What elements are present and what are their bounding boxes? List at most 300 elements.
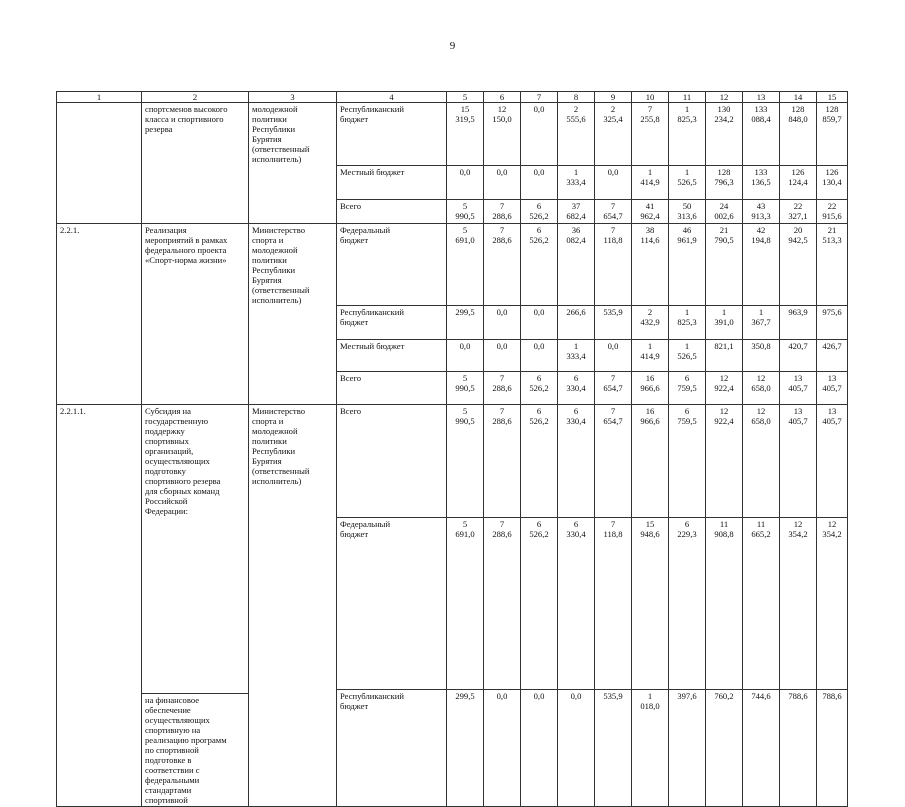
text-line: 759,5 xyxy=(677,416,697,426)
text-line: 948,6 xyxy=(640,528,660,539)
text-line: 6 xyxy=(573,406,579,416)
text-line: 6 xyxy=(536,373,542,383)
text-line: 391,0 xyxy=(714,317,734,327)
text-line: 825,3 xyxy=(677,114,697,124)
item-number-cell xyxy=(57,103,142,166)
text-line: обеспечение xyxy=(145,705,191,715)
text-line: 16 xyxy=(645,406,655,416)
value-cell xyxy=(595,306,632,340)
value-cell xyxy=(780,103,817,166)
text-line: (ответственный xyxy=(252,284,310,295)
text-line: 7 xyxy=(610,518,616,529)
text-line: 330,4 xyxy=(566,416,586,426)
text-line: организаций, xyxy=(145,446,194,456)
text-line: 1 xyxy=(684,104,690,114)
text-line: 0,0 xyxy=(533,166,545,177)
text-line: 526,2 xyxy=(529,528,549,539)
value-cell xyxy=(669,405,706,518)
text-line: 333,4 xyxy=(566,176,586,187)
text-line: 313,6 xyxy=(677,210,697,221)
value-cell xyxy=(521,199,558,223)
text-line: 420,7 xyxy=(788,341,808,351)
text-line: федерального проекта xyxy=(145,244,227,255)
column-header: 8 xyxy=(558,92,595,103)
value-cell xyxy=(558,372,595,405)
text-line: 961,9 xyxy=(677,234,697,245)
text-line: молодежной xyxy=(252,104,298,114)
text-line: 654,7 xyxy=(603,210,623,221)
text-line: 658,0 xyxy=(751,383,771,393)
text-line: 118,8 xyxy=(603,234,623,245)
text-line: 6 xyxy=(536,406,542,416)
text-line: 15 xyxy=(645,518,655,529)
text-line: 859,7 xyxy=(822,114,842,124)
text-line: 37 xyxy=(571,200,581,211)
description-continuation xyxy=(142,693,248,805)
value-cell xyxy=(632,405,669,518)
text-line: 367,7 xyxy=(751,317,771,327)
text-line: молодежной xyxy=(252,426,298,436)
text-line: 299,5 xyxy=(455,307,475,317)
text-line: 790,5 xyxy=(714,234,734,245)
value-cell xyxy=(706,340,743,372)
text-line: 0,0 xyxy=(533,307,545,317)
value-cell xyxy=(632,689,669,807)
column-header: 11 xyxy=(669,92,706,103)
text-line: 788,6 xyxy=(822,690,842,701)
text-line: 0,0 xyxy=(570,690,582,701)
text-line: 126 xyxy=(791,166,805,177)
value-cell xyxy=(558,223,595,306)
text-line: 913,3 xyxy=(751,210,771,221)
item-description-cell xyxy=(142,340,249,372)
text-line: 124,4 xyxy=(788,176,808,187)
text-line: 990,5 xyxy=(455,210,475,221)
value-cell xyxy=(447,103,484,166)
item-description-cell xyxy=(142,405,249,518)
text-line: 0,0 xyxy=(496,307,508,317)
text-line: спортивного резерва xyxy=(145,476,221,486)
text-line: 526,5 xyxy=(677,351,697,361)
value-cell xyxy=(447,199,484,223)
text-line: 6 xyxy=(684,406,690,416)
text-line: 535,9 xyxy=(603,307,623,317)
text-line: 744,6 xyxy=(751,690,771,701)
item-number-cell xyxy=(57,340,142,372)
text-line: 6 xyxy=(536,200,542,211)
item-number-cell xyxy=(57,372,142,405)
text-line: 526,2 xyxy=(529,416,549,426)
table-row xyxy=(57,199,848,223)
value-cell xyxy=(521,103,558,166)
text-line: 665,2 xyxy=(751,528,771,539)
column-header: 1 xyxy=(57,92,142,103)
item-number-cell: 2.2.1. xyxy=(57,223,142,306)
text-line: 0,0 xyxy=(459,341,471,351)
column-header: 6 xyxy=(484,92,521,103)
item-description-cell xyxy=(142,306,249,340)
text-line: поддержку xyxy=(145,426,185,436)
text-line: 354,2 xyxy=(788,528,808,539)
text-line: 7 xyxy=(499,518,505,529)
text-line: стандартами xyxy=(145,785,192,795)
text-line: 555,6 xyxy=(566,114,586,124)
text-line: 136,5 xyxy=(751,176,771,187)
text-line: 397,6 xyxy=(677,690,697,701)
item-description-cell xyxy=(142,199,249,223)
value-cell xyxy=(817,517,848,689)
text-line: 288,6 xyxy=(492,528,512,539)
text-line: 922,4 xyxy=(714,416,734,426)
responsible-cell xyxy=(249,103,337,166)
value-cell xyxy=(817,199,848,223)
value-cell xyxy=(706,103,743,166)
text-line: 327,1 xyxy=(788,210,808,221)
text-line: 962,4 xyxy=(640,210,660,221)
value-cell xyxy=(743,340,780,372)
text-line: 414,9 xyxy=(640,176,660,187)
text-line: 6 xyxy=(573,518,579,529)
text-line: 229,3 xyxy=(677,528,697,539)
text-line: 405,7 xyxy=(822,416,842,426)
text-line: 319,5 xyxy=(455,114,475,124)
value-cell xyxy=(743,165,780,199)
value-cell xyxy=(521,340,558,372)
text-line: 194,8 xyxy=(751,234,771,245)
funding-source-cell xyxy=(337,405,447,518)
text-line: 654,7 xyxy=(603,383,623,393)
text-line: 848,0 xyxy=(788,114,808,124)
text-line: спорта и xyxy=(252,234,284,245)
value-cell xyxy=(780,223,817,306)
value-cell xyxy=(521,165,558,199)
column-header: 12 xyxy=(706,92,743,103)
text-line: 5 xyxy=(462,200,468,211)
table-row xyxy=(57,223,848,306)
text-line: 128 xyxy=(717,166,731,177)
text-line: 22 xyxy=(827,200,837,211)
table-row xyxy=(57,517,848,689)
text-line: подготовку xyxy=(145,466,186,476)
text-line: 432,9 xyxy=(640,317,660,327)
text-line: (ответственный xyxy=(252,144,310,154)
value-cell xyxy=(558,689,595,807)
value-cell xyxy=(669,306,706,340)
text-line: 966,6 xyxy=(640,383,660,393)
text-line: 21 xyxy=(827,224,837,235)
value-cell xyxy=(484,199,521,223)
text-line: 7 xyxy=(499,224,505,235)
text-line: осуществляющих xyxy=(145,456,210,466)
text-line: 130,4 xyxy=(822,176,842,187)
column-header: 3 xyxy=(249,92,337,103)
text-line: 2 xyxy=(647,307,653,317)
text-line: 114,6 xyxy=(640,234,660,245)
value-cell xyxy=(669,372,706,405)
value-cell xyxy=(521,372,558,405)
funding-source-cell xyxy=(337,103,447,166)
value-cell xyxy=(817,103,848,166)
text-line: бюджет xyxy=(340,528,369,539)
value-cell xyxy=(484,517,521,689)
value-cell xyxy=(669,103,706,166)
text-line: 760,2 xyxy=(714,690,734,701)
text-line: Республики xyxy=(252,264,296,275)
value-cell xyxy=(558,306,595,340)
text-line: 0,0 xyxy=(533,690,545,701)
value-cell xyxy=(706,199,743,223)
text-line: 13 xyxy=(827,406,837,416)
text-line: 2 xyxy=(610,104,616,114)
responsible-cell xyxy=(249,165,337,199)
funding-source-cell xyxy=(337,199,447,223)
text-line: 6 xyxy=(536,518,542,529)
column-header: 13 xyxy=(743,92,780,103)
funding-source-cell xyxy=(337,517,447,689)
item-number-cell xyxy=(57,689,142,807)
value-cell xyxy=(595,517,632,689)
item-number-cell xyxy=(57,306,142,340)
column-header: 4 xyxy=(337,92,447,103)
text-line: 691,0 xyxy=(455,528,475,539)
responsible-cell xyxy=(249,372,337,405)
text-line: 7 xyxy=(499,373,505,383)
funding-source-cell xyxy=(337,223,447,306)
text-line: 513,3 xyxy=(822,234,842,245)
responsible-cell xyxy=(249,689,337,807)
text-line: 1 xyxy=(647,690,653,701)
page-number: 9 xyxy=(449,40,456,52)
text-line: 0,0 xyxy=(607,341,619,351)
value-cell xyxy=(447,372,484,405)
responsible-cell xyxy=(249,405,337,518)
text-line: политики xyxy=(252,436,287,446)
value-cell xyxy=(706,223,743,306)
text-line: 1 xyxy=(721,307,727,317)
text-line: 088,4 xyxy=(751,114,771,124)
text-line: 16 xyxy=(645,373,655,383)
text-line: 128 xyxy=(791,104,805,114)
text-line: Бурятия xyxy=(252,274,282,285)
text-line: класса и спортивного xyxy=(145,114,224,124)
text-line: 0,0 xyxy=(533,104,545,114)
item-description-cell xyxy=(142,103,249,166)
text-line: 0,0 xyxy=(496,341,508,351)
text-line: 12 xyxy=(719,373,729,383)
text-line: 12 xyxy=(793,518,803,529)
text-line: 7 xyxy=(610,406,616,416)
text-line: Всего xyxy=(340,373,362,383)
text-line: Министерство xyxy=(252,406,305,416)
text-line: Бурятия xyxy=(252,456,282,466)
text-line: мероприятий в рамках xyxy=(145,234,228,245)
table-row xyxy=(57,103,848,166)
table-row xyxy=(57,689,848,807)
column-header: 7 xyxy=(521,92,558,103)
text-line: 922,4 xyxy=(714,383,734,393)
text-line: 5 xyxy=(462,224,468,235)
text-line: 330,4 xyxy=(566,528,586,539)
value-cell xyxy=(743,689,780,807)
text-line: 36 xyxy=(571,224,581,235)
text-line: 5 xyxy=(462,373,468,383)
column-header: 5 xyxy=(447,92,484,103)
text-line: 7 xyxy=(499,406,505,416)
value-cell xyxy=(669,199,706,223)
text-line: 658,0 xyxy=(751,416,771,426)
text-line: 6 xyxy=(684,373,690,383)
text-line: резерва xyxy=(145,124,173,134)
text-line: 234,2 xyxy=(714,114,734,124)
value-cell xyxy=(817,306,848,340)
text-line: на финансовое xyxy=(145,695,200,705)
value-cell xyxy=(706,372,743,405)
value-cell xyxy=(447,340,484,372)
value-cell xyxy=(521,223,558,306)
text-line: спортсменов высокого xyxy=(145,104,228,114)
text-line: 42 xyxy=(756,224,766,235)
text-line: по спортивной xyxy=(145,745,199,755)
text-line: Всего xyxy=(340,200,362,211)
text-line: 426,7 xyxy=(822,341,842,351)
text-line: 526,2 xyxy=(529,383,549,393)
text-line: 082,4 xyxy=(566,234,586,245)
value-cell xyxy=(743,306,780,340)
text-line: Местный бюджет xyxy=(340,341,405,351)
text-line: 5 xyxy=(462,406,468,416)
value-cell xyxy=(817,165,848,199)
value-cell xyxy=(632,199,669,223)
text-line: 288,6 xyxy=(492,234,512,245)
table-row xyxy=(57,340,848,372)
text-line: 1 xyxy=(647,166,653,177)
text-line: 12 xyxy=(719,406,729,416)
value-cell xyxy=(780,165,817,199)
text-line: 12 xyxy=(756,373,766,383)
text-line: исполнитель) xyxy=(252,476,302,486)
value-cell xyxy=(447,223,484,306)
text-line: Министерство xyxy=(252,224,305,235)
value-cell xyxy=(521,689,558,807)
text-line: Бурятия xyxy=(252,134,282,144)
text-line: подготовке в xyxy=(145,755,192,765)
text-line: 299,5 xyxy=(455,690,475,701)
text-line: 682,4 xyxy=(566,210,586,221)
text-line: Республики xyxy=(252,446,296,456)
text-line: бюджет xyxy=(340,234,369,245)
text-line: 1 xyxy=(684,341,690,351)
value-cell xyxy=(632,165,669,199)
text-line: исполнитель) xyxy=(252,294,302,305)
responsible-cell xyxy=(249,517,337,689)
value-cell xyxy=(447,517,484,689)
text-line: 46 xyxy=(682,224,692,235)
funding-source-cell xyxy=(337,689,447,807)
value-cell xyxy=(706,306,743,340)
text-line: 788,6 xyxy=(788,690,808,701)
text-line: 330,4 xyxy=(566,383,586,393)
text-line: 288,6 xyxy=(492,210,512,221)
text-line: 405,7 xyxy=(822,383,842,393)
text-line: Федерации: xyxy=(145,506,188,516)
text-line: Республиканский xyxy=(340,104,404,114)
value-cell xyxy=(521,306,558,340)
text-line: 0,0 xyxy=(496,690,508,701)
value-cell xyxy=(484,340,521,372)
value-cell xyxy=(743,517,780,689)
text-line: 50 xyxy=(682,200,692,211)
text-line: «Спорт-норма жизни» xyxy=(145,254,227,265)
value-cell xyxy=(558,199,595,223)
value-cell xyxy=(706,689,743,807)
value-cell xyxy=(706,165,743,199)
column-header: 15 xyxy=(817,92,848,103)
text-line: соответствии с xyxy=(145,765,200,775)
text-line: Всего xyxy=(340,406,362,416)
value-cell xyxy=(669,165,706,199)
text-line: 12 xyxy=(497,104,507,114)
text-line: 13 xyxy=(793,373,803,383)
text-line: спортивную на xyxy=(145,725,201,735)
text-line: 7 xyxy=(610,200,616,211)
text-line: государственную xyxy=(145,416,209,426)
text-line: 38 xyxy=(645,224,655,235)
item-number-cell: 2.2.1.1. xyxy=(57,405,142,518)
value-cell xyxy=(669,340,706,372)
table-row xyxy=(57,372,848,405)
value-cell xyxy=(632,372,669,405)
value-cell xyxy=(595,405,632,518)
text-line: 1 xyxy=(684,307,690,317)
value-cell xyxy=(484,372,521,405)
text-line: 966,6 xyxy=(640,416,660,426)
value-cell xyxy=(595,689,632,807)
text-line: 255,8 xyxy=(640,114,660,124)
value-cell xyxy=(743,103,780,166)
text-line: для сборных команд xyxy=(145,486,220,496)
value-cell xyxy=(817,223,848,306)
text-line: 128 xyxy=(825,104,839,114)
text-line: 150,0 xyxy=(492,114,512,124)
value-cell xyxy=(706,517,743,689)
text-line: 7 xyxy=(610,224,616,235)
text-line: 43 xyxy=(756,200,766,211)
value-cell xyxy=(669,223,706,306)
text-line: 0,0 xyxy=(459,166,471,177)
text-line: бюджет xyxy=(340,317,369,327)
text-line: 288,6 xyxy=(492,416,512,426)
text-line: 1 xyxy=(573,341,579,351)
text-line: 908,8 xyxy=(714,528,734,539)
text-line: 0,0 xyxy=(607,166,619,177)
budget-table xyxy=(56,91,848,807)
text-line: 118,8 xyxy=(603,528,623,539)
text-line: 1 xyxy=(684,166,690,177)
text-line: 11 xyxy=(719,518,729,529)
text-line: 0,0 xyxy=(533,341,545,351)
text-line: 975,6 xyxy=(822,307,842,317)
table-body xyxy=(57,92,848,807)
text-line: 654,7 xyxy=(603,416,623,426)
text-line: 915,6 xyxy=(822,210,842,221)
value-cell xyxy=(743,223,780,306)
text-line: 7 xyxy=(647,104,653,114)
text-line: Республики xyxy=(252,124,296,134)
value-cell xyxy=(817,689,848,807)
text-line: 963,9 xyxy=(788,307,808,317)
value-cell xyxy=(484,405,521,518)
text-line: 126 xyxy=(825,166,839,177)
